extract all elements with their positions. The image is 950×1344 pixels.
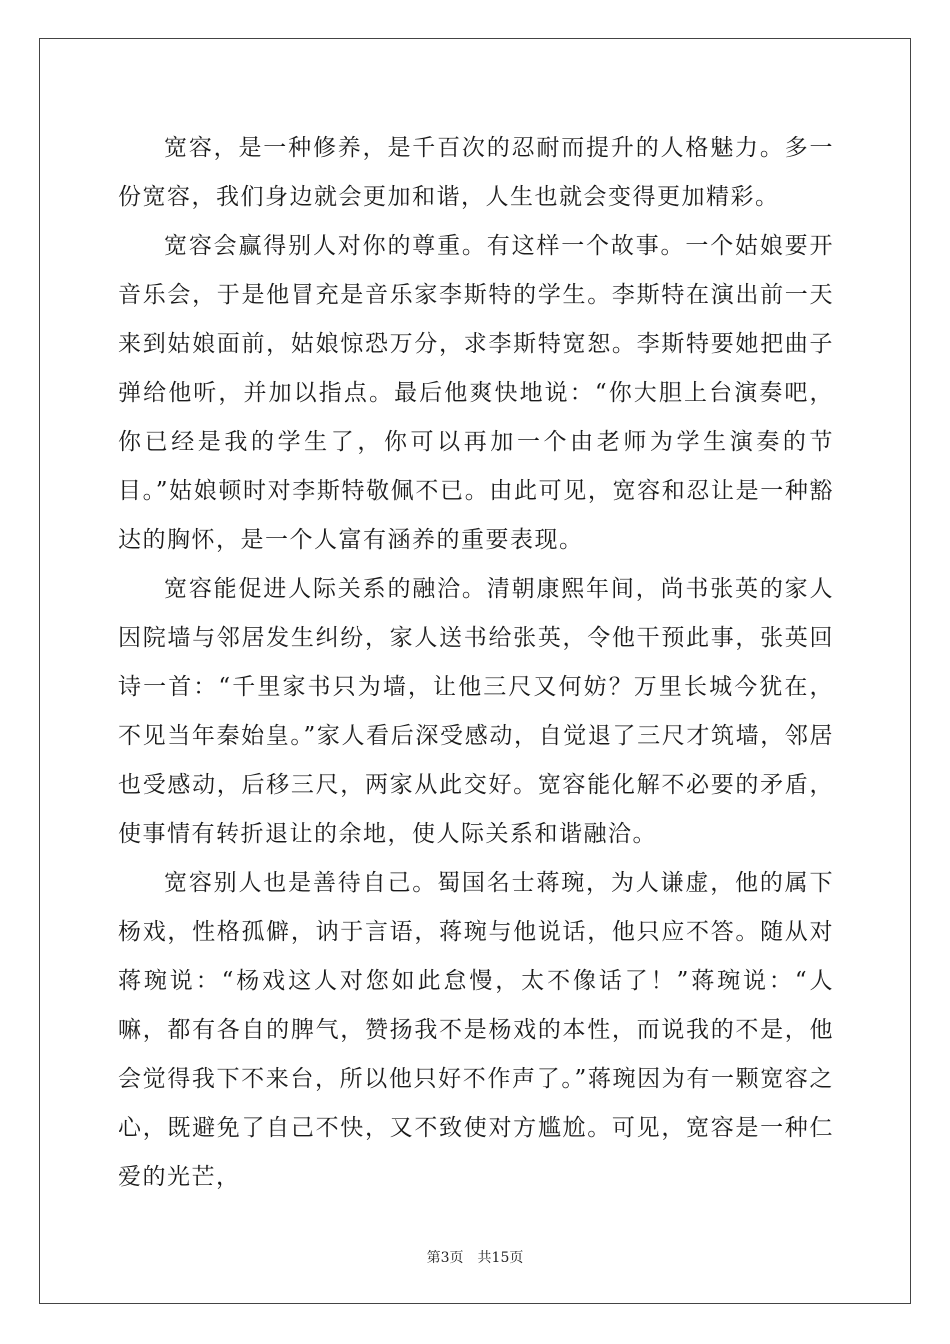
paragraph-1: 宽容，是一种修养，是千百次的忍耐而提升的人格魅力。多一份宽容，我们身边就会更加和谐，人生也就会变得更加精彩。 — [118, 135, 834, 210]
page-number-footer: 第3页 共15页 — [426, 1250, 524, 1266]
paragraph-4: 宽容别人也是善待自己。蜀国名士蒋琬，为人谦虚，他的属下杨戏，性格孤僻，讷于言语，蒋琬与他说话，他只应不答。随从对蒋琬说：“杨戏这人对您如此怠慢，太不像话了！”蒋琬说：“人嘛，都有各自的脾气，赞扬我不是杨戏的本性，而说我的不是，他会觉得我下不来台，所以他只好不作声了。”蒋琬因为有一颗宽容之心，既避免了自己不快，又不致使对方尴尬。可见，宽容是一种仁爱的光芒， — [118, 870, 834, 1190]
paragraph-2: 宽容会赢得别人对你的尊重。有这样一个故事。一个姑娘要开音乐会，于是他冒充是音乐家李斯特的学生。李斯特在演出前一天来到姑娘面前，姑娘惊恐万分，求李斯特宽恕。李斯特要她把曲子弹给他听，并加以指点。最后他爽快地说：“你大胆上台演奏吧，你已经是我的学生了，你可以再加一个由老师为学生演奏的节目。”姑娘顿时对李斯特敬佩不已。由此可见，宽容和忍让是一种豁达的胸怀，是一个人富有涵养的重要表现。 — [118, 233, 834, 553]
paragraph-3: 宽容能促进人际关系的融洽。清朝康熙年间，尚书张英的家人因院墙与邻居发生纠纷，家人送书给张英，令他干预此事，张英回诗一首：“千里家书只为墙，让他三尺又何妨？万里长城今犹在，不见当年秦始皇。”家人看后深受感动，自觉退了三尺才筑墙，邻居也受感动，后移三尺，两家从此交好。宽容能化解不必要的矛盾，使事情有转折退让的余地，使人际关系和谐融洽。 — [118, 576, 834, 847]
document-body — [118, 124, 834, 1202]
